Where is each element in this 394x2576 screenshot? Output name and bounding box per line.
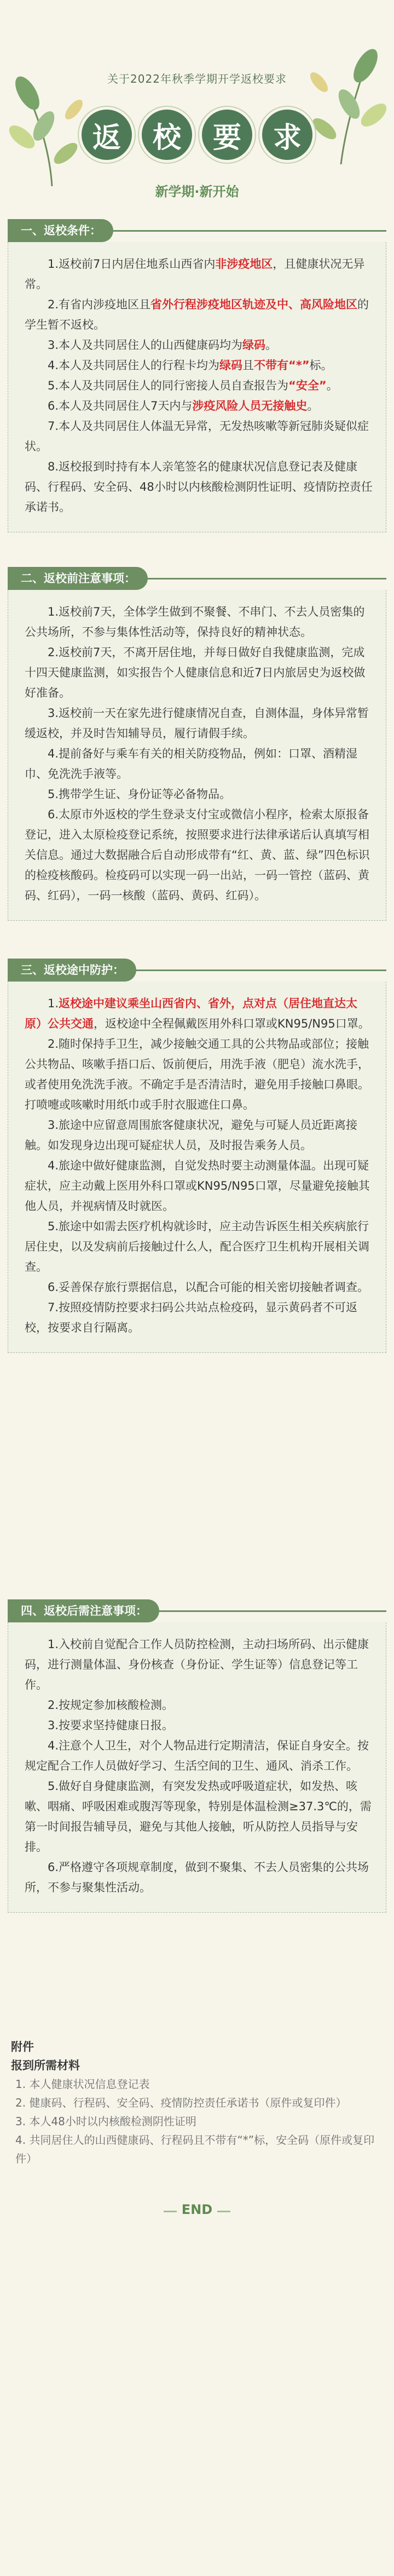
section-divider xyxy=(158,1610,386,1612)
paragraph-item xyxy=(25,1776,373,1857)
section-travel-protection xyxy=(8,959,386,1353)
section-after-return xyxy=(8,1599,386,1913)
paragraph-item xyxy=(25,994,373,1034)
paragraph-text: 6.本人及共同居住人7天内与 xyxy=(48,399,193,412)
paragraph-text: 4.旅途中做好健康监测，自觉发热时要主动测量体温。出现可疑症状，应主动戴上医用外科口罩或KN95/N95口罩，尽量避免接触其他人员，并视病情及时就医。 xyxy=(25,1159,370,1213)
paragraph-text: 5.做好自身健康监测，有突发发热或呼吸道症状，如发热、咳嗽、咽痛、呼吸困难或腹泻等现象，特别是体温检测≥37.3℃的，需第一时间报告辅导员，避免与其他人接触，听从防控人员指导与安排。 xyxy=(25,1780,372,1854)
paragraph-item xyxy=(25,1736,373,1776)
paragraph-text: 4.提前备好与乘车有关的相关防疫物品，例如：口罩、酒精湿巾、免洗洗手液等。 xyxy=(25,747,358,781)
paragraph-text: 5.旅途中如需去医疗机构就诊时，应主动告诉医生相关疾病旅行居住史，以及发病前后接触过什么人，配合医疗卫生机构开展相关调查。 xyxy=(25,1220,369,1273)
paragraph-text: 2.随时保持手卫生，减少接触交通工具的公共物品或部位；接触公共物品、咳嗽手捂口后、饭前便后，用洗手液（肥皂）流水洗手，或者使用免洗洗手液。不确定手是否清洁时，避免用手接触口鼻眼。打喷嚏或咳嗽时用纸巾或手肘衣服遮住口鼻。 xyxy=(25,1037,369,1111)
paragraph-text: 7.本人及共同居住人体温无异常，无发热咳嗽等新冠肺炎疑似症状。 xyxy=(25,420,369,453)
paragraph-text: 3.返校前一天在家先进行健康情况自查，自测体温，身体异常暂缓返校，并及时告知辅导员，履行请假手续。 xyxy=(25,707,369,740)
paragraph-item xyxy=(25,1298,373,1338)
paragraph-text: 2.有省内涉疫地区且 xyxy=(48,298,151,311)
paragraph-text: 7.按照疫情防控要求扫码公共站点检疫码，显示黄码者不可返校，按要求自行隔离。 xyxy=(25,1301,358,1334)
section-body xyxy=(8,242,386,532)
highlight-text: 非涉疫地区 xyxy=(215,257,273,271)
paragraph-text: 8.返校报到时持有本人亲笔签名的健康状况信息登记表及健康码、行程码、安全码、48小时以内核酸检测阴性证明、疫情防控责任承诺书。 xyxy=(25,460,373,514)
paragraph-item xyxy=(25,1277,373,1298)
paragraph-text: 。 xyxy=(265,339,277,352)
paragraph-item xyxy=(25,355,373,376)
paragraph-text: 4.本人及共同居住人的行程卡均为 xyxy=(48,359,220,372)
section-heading: 一、返校条件： xyxy=(8,219,113,242)
paragraph-item xyxy=(25,703,373,744)
section-body xyxy=(8,982,386,1353)
paragraph-text: 1.入校前自觉配合工作人员防控检测，主动扫场所码、出示健康码，进行测量体温、身份核查（身份证、学生证等）信息登记等工作。 xyxy=(25,1638,369,1691)
highlight-text: 绿码 xyxy=(242,339,266,352)
end-line xyxy=(164,2211,177,2212)
paragraph-text: 且 xyxy=(242,359,254,372)
title-char: 求 xyxy=(262,110,312,160)
paragraph-text: 6.太原市外返校的学生登录支付宝或微信小程序，检索太原报备登记，进入太原检疫登记系统，按照要求进行法律承诺后认真填写相关信息。通过大数据融合后自动形成带有“红、黄、蓝、绿”四色标识的检疫核酸码。检疫码可以实现一码一出站，一码一管控（蓝码、黄码、红码），一码一核酸（蓝码、黄码、红码）。 xyxy=(25,808,370,902)
paragraph-item xyxy=(25,376,373,396)
paragraph-text: 1. xyxy=(48,997,59,1010)
paragraph-item xyxy=(25,1695,373,1716)
paragraph-item xyxy=(25,1217,373,1277)
section-body xyxy=(8,590,386,921)
paragraph-item xyxy=(25,784,373,805)
paragraph-text: 。 xyxy=(307,399,319,412)
paragraph-item xyxy=(25,254,373,295)
main-title xyxy=(0,110,394,160)
paragraph-item xyxy=(25,457,373,518)
title-char: 返 xyxy=(82,110,132,160)
paragraph-item xyxy=(25,1857,373,1898)
section-heading: 三、返校途中防护： xyxy=(8,959,136,982)
highlight-text: 省外行程涉疫地区轨迹及中、高风险地区 xyxy=(150,298,358,311)
section-divider xyxy=(112,230,386,232)
paragraph-item xyxy=(25,396,373,416)
attachments xyxy=(11,2038,389,2168)
paragraph-text: 2.返校前7天，不离开居住地，并每日做好自我健康监测，完成十四天健康监测，如实报告个人健康信息和近7日内旅居史为返校做好准备。 xyxy=(25,646,366,699)
paragraph-text: 2.按规定参加核酸检测。 xyxy=(48,1699,174,1712)
paragraph-item xyxy=(25,1115,373,1156)
paragraph-text: 。 xyxy=(326,379,338,392)
section-heading: 二、返校前注意事项： xyxy=(8,567,148,590)
paragraph-text: 3.按要求坚持健康日报。 xyxy=(48,1719,174,1732)
subtitle: 新学期·新开始 xyxy=(155,184,239,199)
section-before-return xyxy=(8,567,386,921)
paragraph-item xyxy=(25,1034,373,1115)
section-header xyxy=(8,959,386,982)
end-marker xyxy=(0,2202,394,2217)
highlight-text: 涉疫风险人员无接触史 xyxy=(192,399,308,412)
paragraph-text: 1.返校前7天，全体学生做到不聚餐、不串门、不去人员密集的公共场所，不参与集体性活动等，保持良好的精神状态。 xyxy=(25,605,365,639)
paragraph-text: 3.旅途中应留意周围旅客健康状况，避免与可疑人员近距离接触。如发现身边出现可疑症状人员，及时报告乘务人员。 xyxy=(25,1118,358,1152)
paragraph-item xyxy=(25,805,373,906)
section-heading: 四、返校后需注意事项： xyxy=(8,1599,159,1622)
header-banner xyxy=(0,0,394,214)
paragraph-text: 的学生暂不返校。 xyxy=(25,298,369,331)
end-text: END xyxy=(181,2202,213,2217)
paragraph-text: 3.本人及共同居住人的山西健康码均为 xyxy=(48,339,243,352)
paragraph-item xyxy=(25,1156,373,1217)
title-char: 校 xyxy=(142,110,192,160)
attachment-item: 1. 本人健康状况信息登记表 xyxy=(15,2078,150,2091)
paragraph-item xyxy=(25,1634,373,1695)
paragraph-text: 6.妥善保存旅行票据信息，以配合可能的相关密切接触者调查。 xyxy=(48,1281,369,1294)
paragraph-text: 1.返校前7日内居住地系山西省内 xyxy=(48,257,216,271)
paragraph-text: ，且健康状况无异常。 xyxy=(25,257,365,291)
paragraph-item xyxy=(25,416,373,457)
highlight-text: “安全” xyxy=(288,379,327,392)
paragraph-item xyxy=(25,642,373,703)
section-header xyxy=(8,219,386,242)
highlight-text: 返校途中建议乘坐山西省内、省外，点对点（居住地直达太原）公共交通 xyxy=(25,997,358,1030)
section-header xyxy=(8,1599,386,1622)
end-line xyxy=(217,2211,230,2212)
paragraph-text: 4.注意个人卫生，对个人物品进行定期清洁，保证自身安全。按规定配合工作人员做好学习、生活空间的卫生、通风、消杀工作。 xyxy=(25,1739,369,1772)
paragraph-item xyxy=(25,295,373,335)
section-body xyxy=(8,1622,386,1913)
paragraph-text: 6.严格遵守各项规章制度，做到不聚集、不去人员密集的公共场所，不参与聚集性活动。 xyxy=(25,1861,369,1894)
attachment-item: 4. 共同居住人的山西健康码、行程码且不带有“*”标，安全码（原件或复印件） xyxy=(15,2133,375,2165)
paragraph-text: ，返校途中全程佩戴医用外科口罩或KN95/N95口罩。 xyxy=(94,1017,370,1030)
attachments-label: 附件 xyxy=(11,2040,34,2053)
paragraph-text: 5.本人及共同居住人的同行密接人员自查报告为 xyxy=(48,379,289,392)
title-char: 要 xyxy=(202,110,252,160)
paragraph-text: 标。 xyxy=(309,359,333,372)
attachment-item: 3. 本人48小时以内核酸检测阴性证明 xyxy=(15,2115,196,2128)
paragraph-item xyxy=(25,744,373,784)
section-divider xyxy=(135,969,386,971)
section-header xyxy=(8,567,386,590)
paragraph-item xyxy=(25,335,373,355)
section-divider xyxy=(147,578,386,580)
notice-title: 关于2022年秋季学期开学返校要求 xyxy=(107,72,287,85)
paragraph-text: 5.携带学生证、身份证等必备物品。 xyxy=(48,788,231,801)
section-return-conditions xyxy=(8,219,386,532)
paragraph-item xyxy=(25,602,373,642)
attachment-item: 2. 健康码、行程码、安全码、疫情防控责任承诺书（原件或复印件） xyxy=(15,2096,347,2109)
highlight-text: 不带有“*” xyxy=(254,359,310,372)
highlight-text: 绿码 xyxy=(219,359,243,372)
attachments-subtitle: 报到所需材料 xyxy=(11,2059,80,2072)
paragraph-item xyxy=(25,1716,373,1736)
